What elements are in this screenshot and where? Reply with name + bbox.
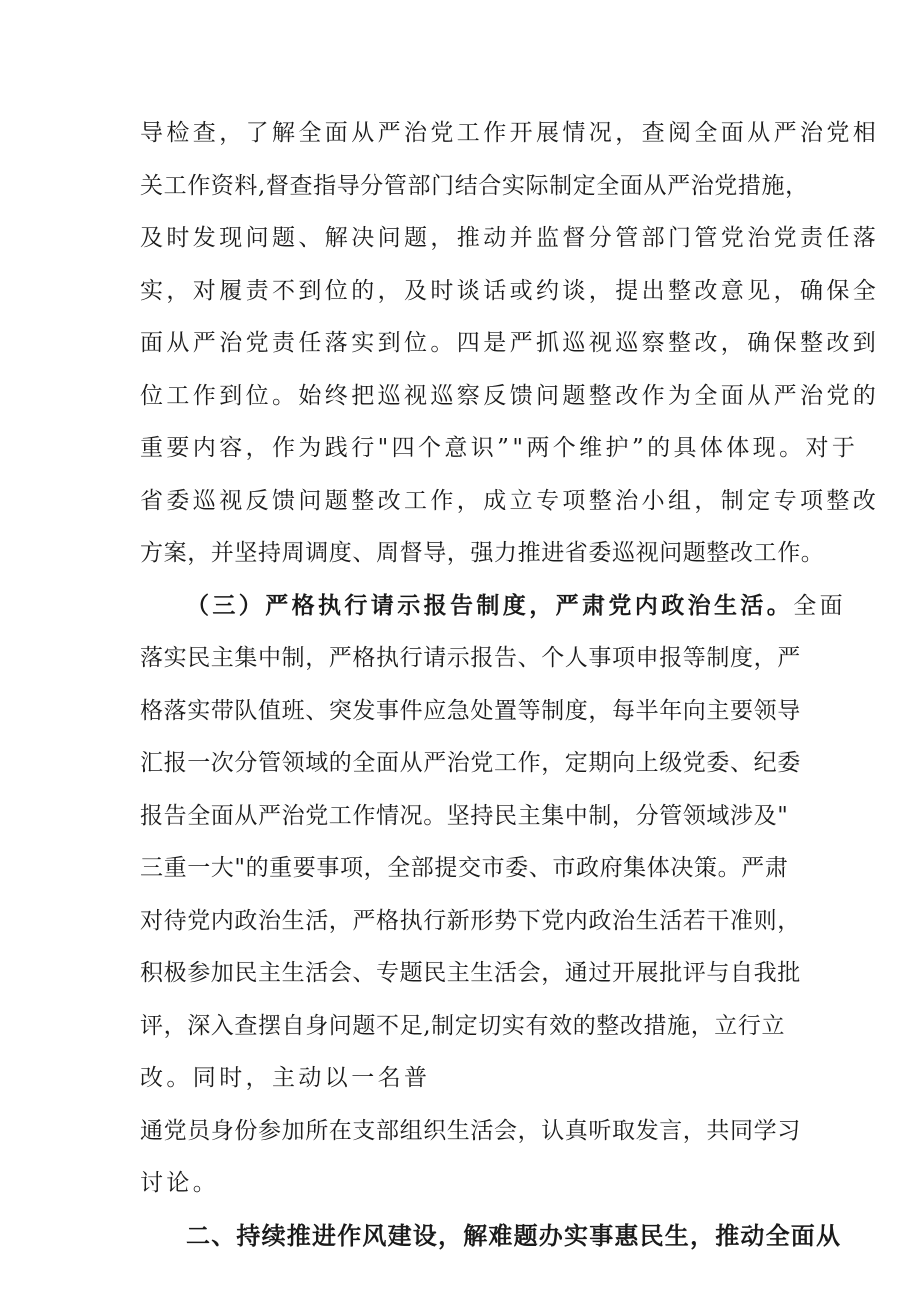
body-line: 评，深入查摆自身问题不足,制定切实有效的整改措施，立行立 — [140, 1013, 786, 1039]
body-line: 通党员身份参加所在支部组织生活会，认真听取发言，共同学习 — [140, 1118, 801, 1144]
body-line: 积极参加民主生活会、专题民主生活会，通过开展批评与自我批 — [140, 960, 801, 986]
body-line: 落实民主集中制，严格执行请示报告、个人事项申报等制度，严 — [140, 645, 801, 671]
body-line: 改。同时，主动以一名普 — [140, 1065, 431, 1091]
section-3-heading-tail: 全面 — [793, 593, 847, 619]
body-line: 三重一大"的重要事项，全部提交市委、市政府集体决策。严肃 — [140, 855, 789, 881]
section-3-heading: （三）严格执行请示报告制度，严肃党内政治生活。 — [186, 592, 794, 619]
body-line: 及时发现问题、解决问题，推动并监督分管部门管党治党责任落 — [140, 225, 880, 251]
body-line: 汇报一次分管领域的全面从严治党工作，定期向上级党委、纪委 — [140, 750, 801, 776]
body-line: 重要内容，作为践行"四个意识”"两个维护”的具体体现。对于 — [140, 435, 859, 461]
body-line: 省委巡视反馈问题整改工作，成立专项整治小组，制定专项整改 — [140, 488, 880, 514]
body-line: 关工作资料,督查指导分管部门结合实际制定全面从严治党措施， — [140, 173, 809, 199]
body-line: 报告全面从严治党工作情况。坚持民主集中制，分管领域涉及" — [140, 803, 789, 829]
body-line: 导检查，了解全面从严治党工作开展情况，查阅全面从严治党相 — [140, 120, 880, 146]
body-line: 实，对履责不到位的，及时谈话或约谈，提出整改意见，确保全 — [140, 278, 880, 304]
body-line: 对待党内政治生活，严格执行新形势下党内政治生活若干准则， — [140, 908, 801, 934]
section-2-heading: 二、持续推进作风建设，解难题办实事惠民生，推动全面从 — [186, 1222, 842, 1250]
section-3-heading-line — [186, 591, 846, 621]
body-line: 面从严治党责任落实到位。四是严抓巡视巡察整改，确保整改到 — [140, 330, 880, 356]
body-line: 位工作到位。始终把巡视巡察反馈问题整改作为全面从严治党的 — [140, 383, 880, 409]
body-line: 方案，并坚持周调度、周督导，强力推进省委巡视问题整改工作。 — [140, 540, 825, 566]
body-line: 格落实带队值班、突发事件应急处置等制度，每半年向主要领导 — [140, 698, 801, 724]
body-line: 讨论。 — [140, 1170, 220, 1196]
